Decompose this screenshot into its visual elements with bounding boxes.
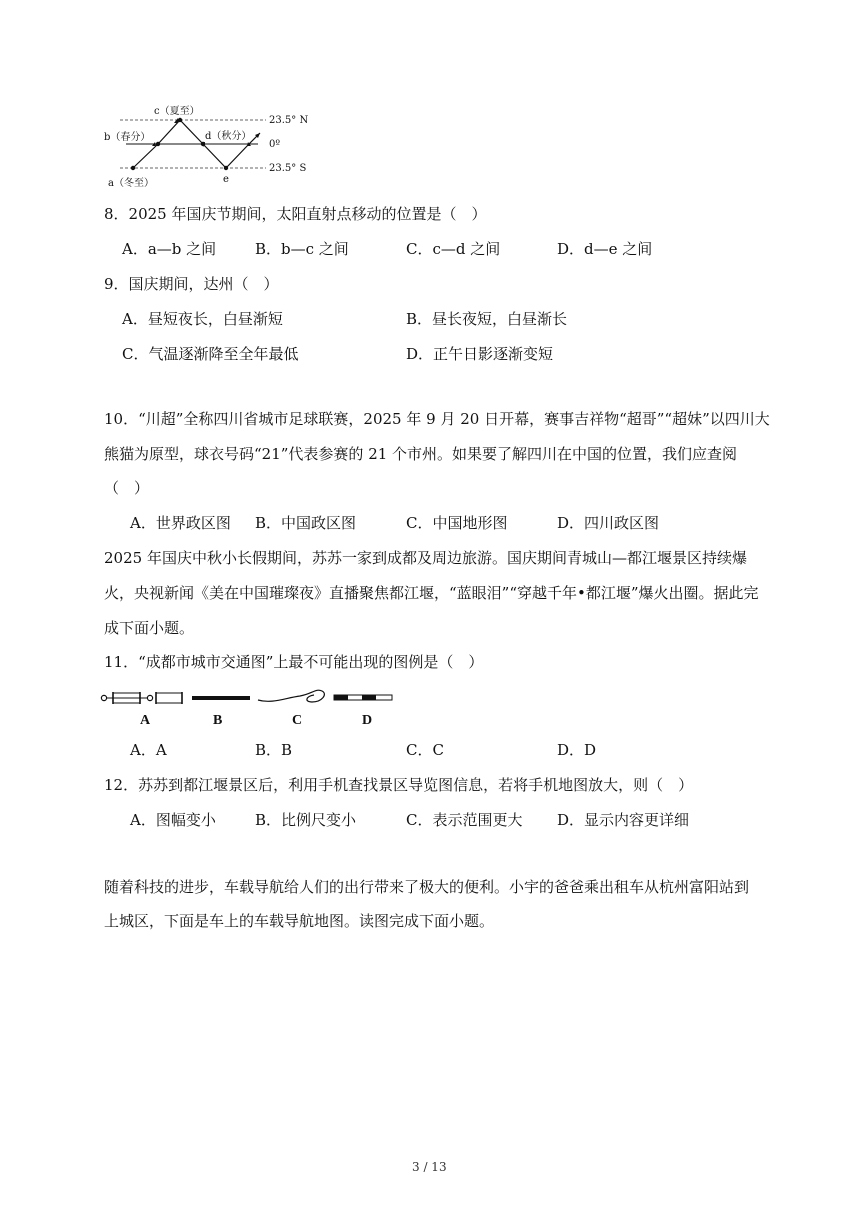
label-lat-n: 23.5° N [269, 115, 309, 126]
q12-option-b: B．比例尺变小 [255, 811, 357, 829]
map-legend-symbols [100, 684, 420, 730]
q9-option-c: C．气温逐渐降至全年最低 [122, 345, 299, 363]
q11-option-a: A．A [130, 741, 167, 759]
legend-label-d: D [362, 713, 373, 728]
legend-symbol-d [334, 695, 392, 700]
passage-1-line-1: 2025 年国庆中秋小长假期间，苏苏一家到成都及周边旅游。国庆期间青城山—都江堰景区持续爆 [104, 549, 747, 567]
point-b [156, 142, 160, 146]
question-11-stem: 11．“成都市城市交通图”上最不可能出现的图例是（ ） [104, 653, 484, 671]
question-10-line-2: 熊猫为原型，球衣号码“21”代表参赛的 21 个市州。如果要了解四川在中国的位置，我们应查阅 [104, 445, 738, 463]
legend-label-a: A [140, 713, 151, 728]
arrow-marker [174, 118, 178, 123]
q12-option-c: C．表示范围更大 [406, 811, 523, 829]
passage-2-line-2: 上城区，下面是车上的车载导航地图。读图完成下面小题。 [104, 912, 495, 930]
legend-symbol-a [101, 692, 182, 704]
q9-option-b: B．昼长夜短，白昼渐长 [406, 310, 568, 328]
q10-option-d: D．四川政区图 [557, 514, 660, 532]
label-lat-0: 0º [269, 139, 281, 150]
q10-option-b: B．中国政区图 [255, 514, 357, 532]
label-lat-s: 23.5° S [269, 163, 307, 174]
solar-movement-diagram [98, 102, 328, 194]
q12-option-d: D．显示内容更详细 [557, 811, 690, 829]
question-8-stem: 8．2025 年国庆节期间，太阳直射点移动的位置是（ ） [104, 205, 487, 223]
point-a [131, 166, 135, 170]
label-b: b（春分） [104, 132, 151, 143]
q11-option-c: C．C [406, 741, 444, 759]
q8-option-d: D．d—e 之间 [557, 240, 653, 258]
legend-symbol-c [258, 690, 324, 702]
q10-option-c: C．中国地形图 [406, 514, 508, 532]
q11-option-b: B．B [255, 741, 293, 759]
question-12-stem: 12．苏苏到都江堰景区后，利用手机查找景区导览图信息，若将手机地图放大，则（ ） [104, 776, 694, 794]
question-10-line-1: 10．“川超”全称四川省城市足球联赛，2025 年 9 月 20 日开幕，赛事吉祥物“超哥”“超妹”以四川大 [104, 410, 770, 428]
page-number: 3 / 13 [412, 1160, 447, 1174]
passage-1-line-3: 成下面小题。 [104, 619, 195, 637]
q12-option-a: A．图幅变小 [130, 811, 216, 829]
legend-label-b: B [213, 713, 223, 728]
label-a: a（冬至） [108, 178, 154, 189]
label-e: e [223, 174, 229, 185]
q10-option-a: A．世界政区图 [130, 514, 231, 532]
label-c: c（夏至） [154, 106, 200, 117]
q8-option-b: B．b—c 之间 [255, 240, 349, 258]
q8-option-a: A．a—b 之间 [122, 240, 217, 258]
q11-option-d: D．D [557, 741, 597, 759]
question-9-stem: 9．国庆期间，达州（ ） [104, 275, 279, 293]
q8-option-c: C．c—d 之间 [406, 240, 501, 258]
passage-2-line-1: 随着科技的进步，车载导航给人们的出行带来了极大的便利。小宇的爸爸乘出租车从杭州富阳站到 [104, 878, 750, 896]
point-d [201, 142, 205, 146]
q9-option-d: D．正午日影逐渐变短 [406, 345, 554, 363]
point-c [178, 118, 182, 122]
question-10-line-3: （ ） [104, 479, 150, 497]
passage-1-line-2: 火，央视新闻《美在中国璀璨夜》直播聚焦都江堰，“蓝眼泪”“穿越千年•都江堰”爆火出圈。据此完 [104, 584, 759, 602]
label-d: d（秋分） [205, 131, 252, 142]
q9-option-a: A．昼短夜长，白昼渐短 [122, 310, 283, 328]
point-e [224, 166, 228, 170]
legend-label-c: C [292, 713, 303, 728]
